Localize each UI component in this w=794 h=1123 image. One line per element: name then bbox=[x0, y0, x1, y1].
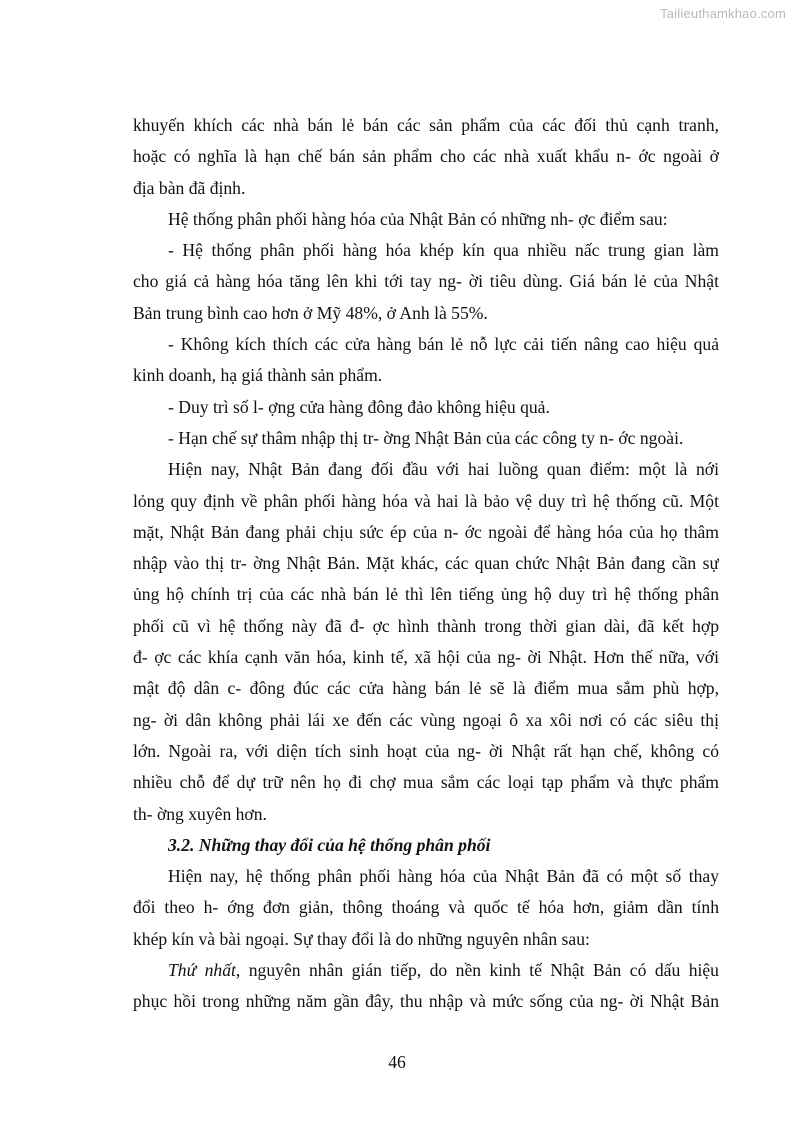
text-line: khép kín và bài ngoại. Sự thay đổi là do những nguyên nhân sau: bbox=[133, 928, 590, 949]
text-line: lỏng quy định về phân phối hàng hóa và hai là bảo vệ duy trì hệ thống cũ. Một bbox=[133, 490, 719, 511]
text-line: Hiện nay, Nhật Bản đang đối đầu với hai luồng quan điểm: một là nới bbox=[168, 459, 719, 480]
text-line: đ- ợc các khía cạnh văn hóa, kinh tế, xã hội của ng- ời Nhật. Hơn thế nữa, với bbox=[133, 647, 719, 668]
text-line: mặt, Nhật Bản đang phải chịu sức ép của n- ớc ngoài để hàng hóa của họ thâm bbox=[133, 521, 719, 542]
text-line: nhập vào thị tr- ờng Nhật Bản. Mặt khác, các quan chức Nhật Bản đang cần sự bbox=[133, 553, 719, 574]
text-line: Hiện nay, hệ thống phân phối hàng hóa của Nhật Bản đã có một số thay bbox=[168, 866, 719, 887]
section-heading: 3.2. Những thay đổi của hệ thống phân phối bbox=[168, 834, 491, 855]
text-line: phục hồi trong những năm gần đây, thu nhập và mức sống của ng- ời Nhật Bản bbox=[133, 991, 719, 1012]
text-line: Bản trung bình cao hơn ở Mỹ 48%, ở Anh là 55%. bbox=[133, 302, 488, 323]
emphasis-text: Thứ nhất bbox=[168, 960, 236, 981]
text-line: ng- ời dân không phải lái xe đến các vùng ngoại ô xa xôi nơi có các siêu thị bbox=[133, 709, 719, 730]
watermark: Tailieuthamkhao.com bbox=[660, 6, 786, 21]
document-body bbox=[133, 110, 719, 1018]
page-number: 46 bbox=[388, 1052, 406, 1072]
text-line: khuyến khích các nhà bán lẻ bán các sản phẩm của các đối thủ cạnh tranh, bbox=[133, 115, 719, 135]
text-line: - Duy trì số l- ợng cửa hàng đông đảo không hiệu quả. bbox=[168, 396, 550, 417]
text-line: ủng hộ chính trị của các nhà bán lẻ thì lên tiếng ủng hộ duy trì hệ thống phân bbox=[133, 584, 719, 605]
text-line: - Hệ thống phân phối hàng hóa khép kín qua nhiều nấc trung gian làm bbox=[168, 240, 719, 261]
text-line: nhiều chỗ để dự trữ nên họ đi chợ mua sắm các loại tạp phẩm và thực phẩm bbox=[133, 772, 719, 793]
text-line: phối cũ vì hệ thống này đã đ- ợc hình thành trong thời gian dài, đã kết hợp bbox=[133, 615, 719, 636]
text-line bbox=[133, 955, 719, 986]
text-line: mật độ dân c- đông đúc các cửa hàng bán lẻ sẽ là điểm mua sắm phù hợp, bbox=[133, 678, 719, 699]
text-line: kinh doanh, hạ giá thành sản phẩm. bbox=[133, 365, 383, 386]
text-line: hoặc có nghĩa là hạn chế bán sản phẩm cho các nhà xuất khẩu n- ớc ngoài ở bbox=[133, 146, 719, 167]
text-line: địa bàn đã định. bbox=[133, 177, 246, 198]
text-line: Hệ thống phân phối hàng hóa của Nhật Bản có những nh- ợc điểm sau: bbox=[168, 208, 668, 229]
text-line: lớn. Ngoài ra, với diện tích sinh hoạt của ng- ời Nhật rất hạn chế, không có bbox=[133, 740, 719, 761]
text-line: - Không kích thích các cửa hàng bán lẻ nỗ lực cải tiến nâng cao hiệu quả bbox=[168, 334, 719, 355]
text-span: , nguyên nhân gián tiếp, do nền kinh tế Nhật Bản có dấu hiệu bbox=[235, 960, 719, 981]
text-line: - Hạn chế sự thâm nhập thị tr- ờng Nhật Bản của các công ty n- ớc ngoài. bbox=[168, 427, 684, 448]
text-line: đổi theo h- ớng đơn giản, thông thoáng và quốc tế hóa hơn, giảm dần tính bbox=[133, 897, 719, 918]
text-line: cho giá cả hàng hóa tăng lên khi tới tay ng- ời tiêu dùng. Giá bán lẻ của Nhật bbox=[133, 271, 719, 292]
text-line: th- ờng xuyên hơn. bbox=[133, 803, 267, 824]
